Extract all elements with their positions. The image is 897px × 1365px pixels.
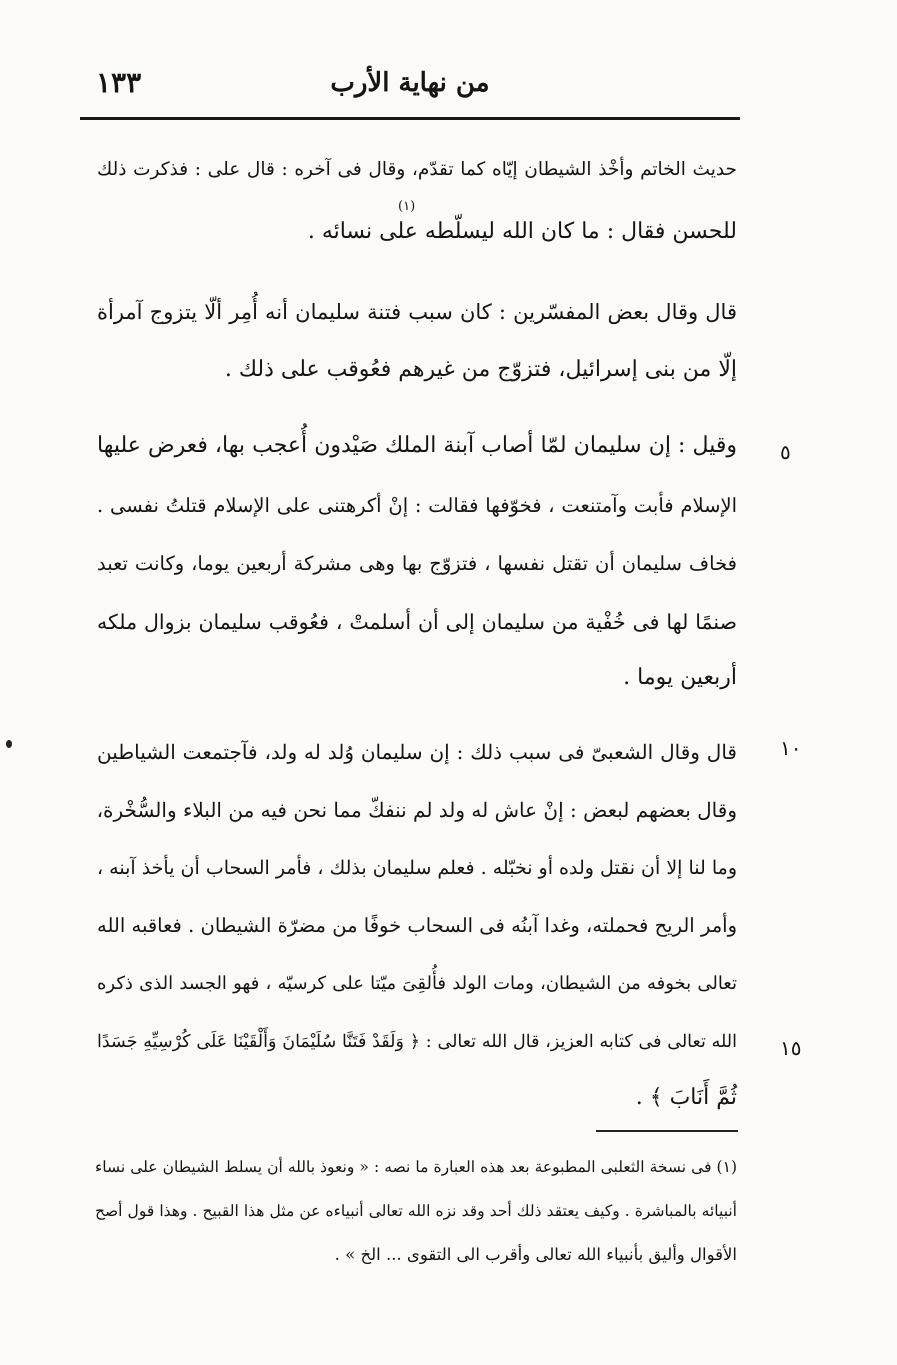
- text-line: فخاف سليمان أن تقتل نفسها ، فتزوّج بها وهى مشركة أربعين يوما، وكانت تعبد: [97, 552, 737, 575]
- text-line: صنمًا لها فى خُفْية من سليمان إلى أن أسلمتْ ، فعُوقب سليمان بزوال ملكه: [97, 610, 737, 634]
- footnote-rule: [596, 1130, 738, 1132]
- text-line: تعالى بخوفه من الشيطان، ومات الولد فأُلقِىَ ميّتا على كرسيّه ، فهو الجسد الذى ذكره: [97, 973, 737, 994]
- header-rule: [80, 117, 740, 120]
- footnote-line: أنبيائه بالمباشرة . وكيف يعتقد ذلك أحد وقد نزه الله تعالى أنبياءه عن مثل هذا القبيح . وهذا قول أصح: [95, 1202, 737, 1220]
- text-line: قال وقال الشعبىّ فى سبب ذلك : إن سليمان وُلد له ولد، فآجتمعت الشياطين: [97, 740, 737, 764]
- page-header: [80, 62, 740, 112]
- text-line: قال وقال بعض المفسّرين : كان سبب فتنة سليمان أنه أُمِر ألّا يتزوج آمرأة: [97, 300, 737, 324]
- text-line: إلّا من بنى إسرائيل، فتزوّج من غيرهم فعُوقب على ذلك .: [224, 357, 737, 382]
- footnote-line: الأقوال وأليق بأنبياء الله تعالى وأقرب الى التقوى ... الخ » .: [334, 1245, 737, 1264]
- footnote-marker: (١): [398, 199, 416, 214]
- line-number-10: ١٠: [780, 736, 802, 760]
- running-title: من نهاية الأرب: [330, 68, 490, 98]
- text-line: حديث الخاتم وأخْذ الشيطان إيّاه كما تقدّم، وقال فى آخره : قال على : فذكرت ذلك: [97, 159, 737, 180]
- text-line: للحسن فقال : ما كان الله ليسلّطه على نسائه .: [307, 219, 737, 244]
- text-line: أربعين يوما .: [623, 665, 737, 690]
- text-line: وأمر الريح فحملته، وغدا آبنُه فى السحاب خوفًا من مضرّة الشيطان . فعاقبه الله: [97, 914, 737, 937]
- text-line: ثُمَّ أَنَابَ ﴾ .: [635, 1085, 737, 1110]
- text-line: الإسلام فأبت وآمتنعت ، فخوّفها فقالت : إنْ أكرهتنى على الإسلام قتلتُ نفسى .: [97, 494, 737, 517]
- text-line: وقال بعضهم لبعض : إنْ عاش له ولد لم ننفكّ مما نحن فيه من البلاء والسُّخْرة،: [96, 798, 737, 822]
- text-line: الله تعالى فى كتابه العزيز، قال الله تعالى : ﴿ وَلَقَدْ فَتَنَّا سُلَيْمَانَ وَأَلْقَيْنَا عَلَى كُرْسِيِّهِ جَسَدًا: [97, 1032, 737, 1052]
- page-number: ١٣٣: [96, 66, 142, 99]
- margin-mark: [6, 740, 12, 748]
- text-line: وما لنا إلا أن نقتل ولده أو نخبّله . فعلم سليمان بذلك ، فأمر السحاب أن يأخذ آبنه ،: [97, 857, 737, 879]
- line-number-5: ٥: [780, 440, 791, 464]
- footnote-line: (١) فى نسخة الثعلبى المطبوعة بعد هذه العبارة ما نصه : « ونعوذ بالله أن يسلط الشيطان على نساء: [95, 1158, 737, 1176]
- line-number-15: ١٥: [780, 1036, 802, 1060]
- text-line: وقيل : إن سليمان لمّا أصاب آبنة الملك صَيْدون أُعجب بها، فعرض عليها: [97, 433, 737, 458]
